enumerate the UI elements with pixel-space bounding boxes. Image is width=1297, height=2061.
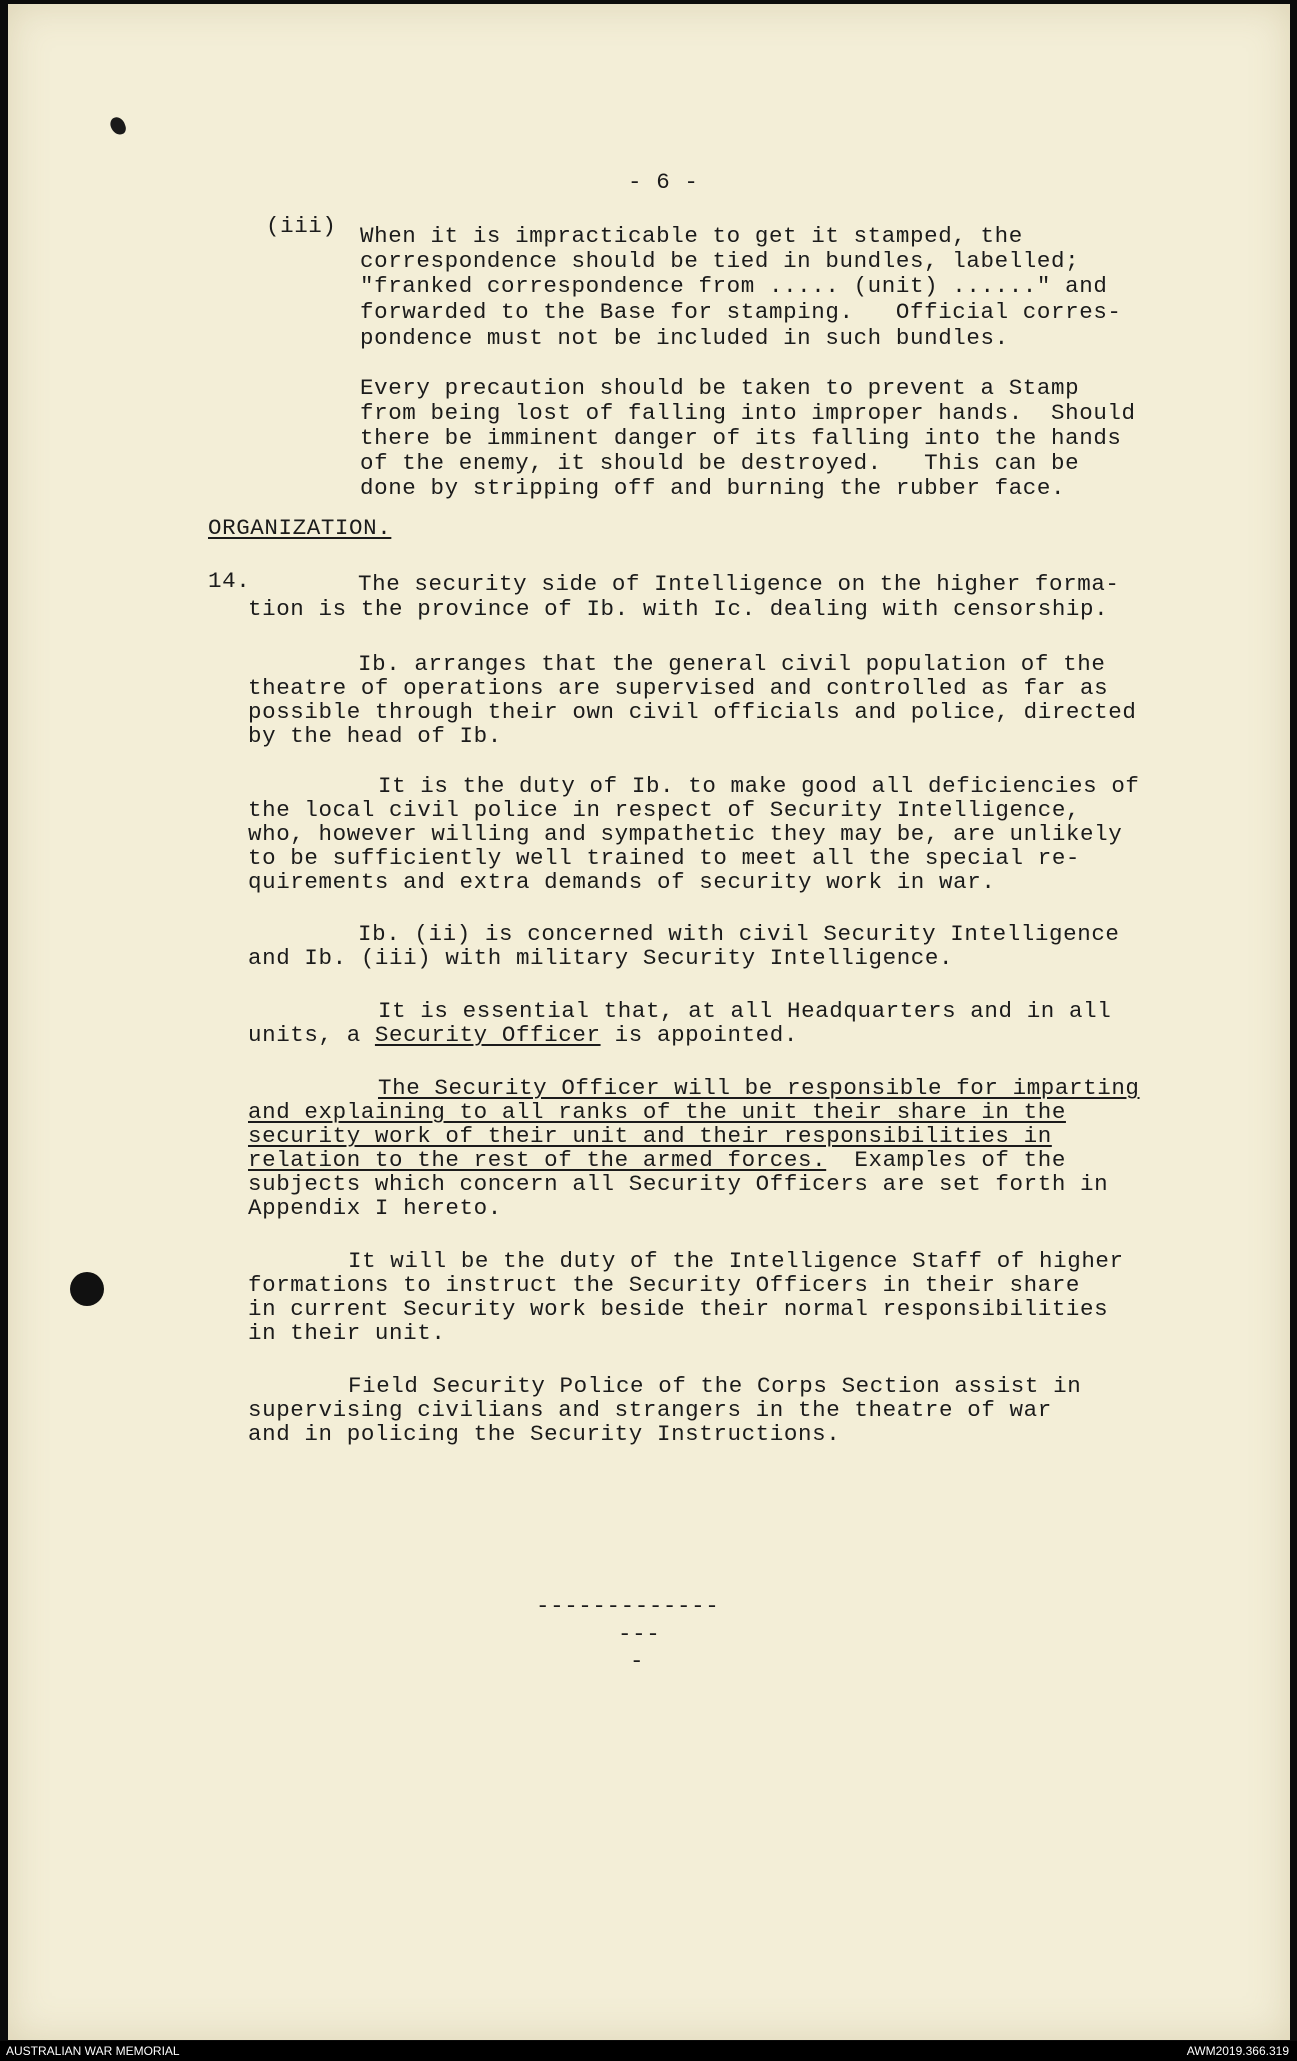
security-officer-term: Security Officer bbox=[374, 1022, 601, 1048]
paragraph-number: 14. bbox=[208, 568, 251, 594]
punch-hole bbox=[70, 1272, 104, 1306]
end-dash: - bbox=[630, 1648, 645, 1674]
document-page: - 6 - (iii) When it is impracticable to get it stamped, the correspondence should be tied in bundles, labelled; "franked correspondence from ..... (unit) ......" and forwarded to the Base for stamping. Official corres- pondence must not be included in such bundles. Every precaution should be taken to prevent a Stamp from being lost of falling into improper hands. Should there be imminent danger of its falling into the hands of the enemy, it should be destroyed. This can be done by stripping off and burning the rubber face. ORGANIZATION. 14. The security side of Intelligence on the higher forma- tion is the province of Ib. with Ic. dealing with censorship. Ib. arranges that the general civil population of the theatre of operations are supervised and controlled as far as possible through their own civil officials and police, directed by the head of Ib. It is the duty of Ib. to make good all deficiencies of the local civil police in respect of Security Intelligence, who, however willing and sympathetic they may be, are unlikely to be sufficiently well trained to meet all the special re- quirements and extra demands of security work in war. Ib. (ii) is concerned with civil Security Intelligence and Ib. (iii) with military Security Intelligence. It is essential that, at all Headquarters and in all units, a Security Officer is appointed. The Security Officer will be responsible for imparting and explaining to all ranks of the unit their share in the security work of their unit and their responsibilities in relation to the rest of the armed forces. Examples of the subjects which concern all Security Officers are set forth in Appendix I hereto. It will be the duty of the Intelligence Staff of higher formations to instruct the Security Officers in their share in current Security work beside their normal responsibilities in their unit. Field Security Police of the Corps Section assist in supervising civilians and strangers in the theatre of war and in policing the Security Instructions. ------------- --- - bbox=[8, 4, 1290, 2040]
end-mark: --- bbox=[618, 1621, 661, 1647]
page-number: - 6 - bbox=[628, 169, 699, 195]
archive-footer bbox=[0, 2041, 1297, 2061]
footer-institution: AUSTRALIAN WAR MEMORIAL bbox=[6, 2044, 180, 2058]
item-iii-label: (iii) bbox=[266, 213, 337, 239]
footer-catalogue-id: AWM2019.366.319 bbox=[1186, 2044, 1289, 2058]
section-heading: ORGANIZATION. bbox=[208, 515, 392, 541]
ink-blot bbox=[108, 115, 127, 137]
end-rule: ------------- bbox=[536, 1593, 720, 1619]
